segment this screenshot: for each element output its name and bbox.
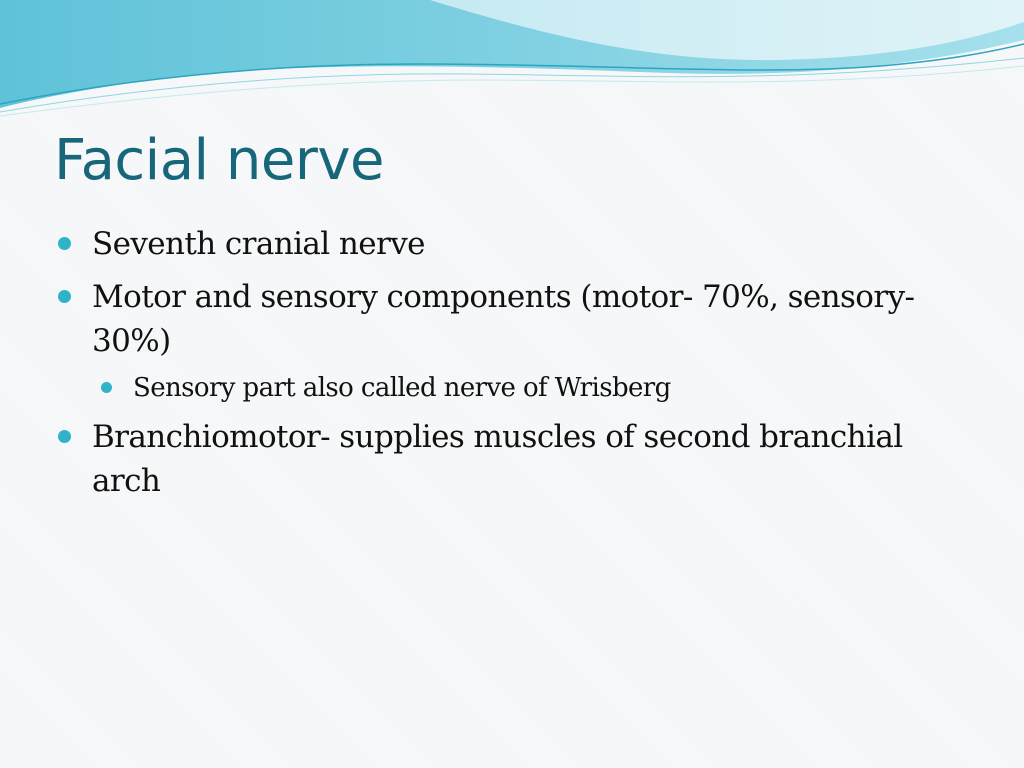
bullet-dot-icon [58,430,71,443]
sub-bullet-item [91,368,978,408]
bullet-list [58,222,978,512]
slide-title: Facial nerve [54,128,384,193]
bullet-dot-icon [58,290,71,303]
sub-bullet-text: Sensory part also called nerve of Wrisberg [133,373,671,403]
bullet-text: Branchiomotor- supplies muscles of second branchial arch [92,419,903,499]
bullet-text: Seventh cranial nerve [92,226,425,262]
header-wave-decoration [0,0,1024,130]
bullet-item [58,415,978,503]
bullet-dot-icon [58,237,71,250]
bullet-text: Motor and sensory components (motor- 70%, sensory-30%) [92,279,915,359]
bullet-item [58,222,978,266]
bullet-dot-icon [101,382,112,393]
bullet-item [58,275,978,363]
